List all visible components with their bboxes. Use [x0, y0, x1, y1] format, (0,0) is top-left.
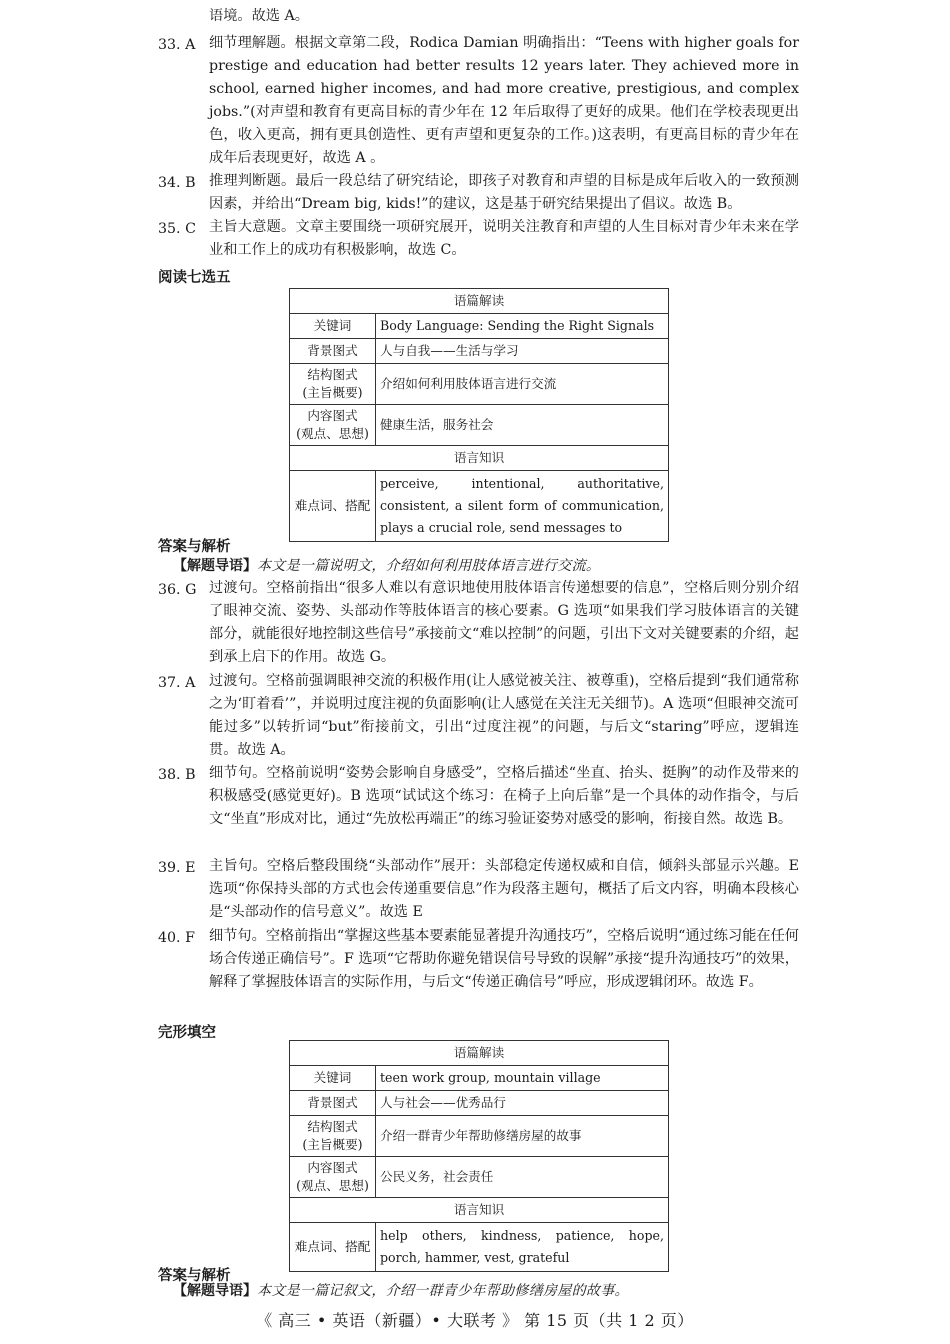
table-head: 语篇解读 — [290, 1041, 669, 1066]
item-number: 40. F — [158, 930, 195, 946]
lead-paragraph — [173, 556, 793, 576]
item-explanation: 过渡句。空格前强调眼神交流的积极作用(让人感觉被关注、被尊重)，空格后提到“我们通常称之为‘盯着看’”，并说明过度注视的负面影响(让人感觉在关注无关细节)。A 选项“但眼神交流可能过多”以转折词“but”衔接前文，引出“过度注视”的问题，与后文“staring”呼应，逻辑连贯。故选 A。 — [209, 673, 799, 759]
item-number: 34. B — [158, 175, 196, 191]
item-number: 36. G — [158, 582, 197, 598]
item-number: 37. A — [158, 675, 196, 691]
table-value: 人与社会——优秀品行 — [376, 1091, 669, 1116]
table-key: 内容图式 (观点、思想) — [290, 405, 376, 446]
table-key: 背景图式 — [290, 1091, 376, 1116]
lead-paragraph — [173, 1281, 793, 1301]
page-footer: 《 高三 • 英语（新疆）• 大联考 》 第 15 页（共 1 2 页） — [256, 1311, 694, 1330]
answer-title: 答案与解析 — [158, 539, 231, 555]
table-value: 人与自我——生活与学习 — [376, 339, 669, 364]
item-number: 38. B — [158, 767, 196, 783]
lead-text: 本文是一篇记叙文，介绍一群青少年帮助修缮房屋的故事。 — [257, 1283, 629, 1299]
table-key: 难点词、搭配 — [290, 1223, 376, 1272]
discourse-table — [289, 1040, 669, 1272]
item-explanation: 细节理解题。根据文章第二段，Rodica Damian 明确指出：“Teens with higher goals for prestige and education had better results 12 years later. They achieved more in school, earned higher incomes, and had more creative, prestigious, and complex jobs.”(对声望和教育有更高目标的青少年在 12 年后取得了更好的成果。他们在学校表现更出色，收入更高，拥有更具创造性、更有声望和更复杂的工作。)这表明，有更高目标的青少年在成年后表现更好，故选 A 。 — [209, 35, 799, 167]
lead-label: 【解题导语】 — [173, 1283, 257, 1299]
table-key: 难点词、搭配 — [290, 471, 376, 542]
table-value: 公民义务，社会责任 — [376, 1157, 669, 1198]
item-explanation: 主旨句。空格后整段围绕“头部动作”展开：头部稳定传递权威和自信，倾斜头部显示兴趣。E 选项“你保持头部的方式也会传递重要信息”作为段落主题句，概括了后文内容，明确本段核心是“头部动作的信号意义”。故选 E — [209, 858, 799, 921]
answer-title: 答案与解析 — [158, 1268, 231, 1284]
top-line: 语境。故选 A。 — [209, 8, 309, 24]
item-explanation: 过渡句。空格前指出“很多人难以有意识地使用肢体语言传递想要的信息”，空格后则分别介绍了眼神交流、姿势、头部动作等肢体语言的核心要素。G 选项“如果我们学习肢体语言的关键部分，就能很好地控制这些信号”承接前文“难以控制”的问题，引出下文对关键要素的介绍，起到承上启下的作用。故选 G。 — [209, 580, 799, 666]
section-title: 完形填空 — [158, 1025, 216, 1041]
table-value: 介绍如何利用肢体语言进行交流 — [376, 364, 669, 405]
lead-label: 【解题导语】 — [173, 558, 257, 574]
table-value: help others, kindness, patience, hope, porch, hammer, vest, grateful — [376, 1223, 669, 1272]
lead-text: 本文是一篇说明文，介绍如何利用肢体语言进行交流。 — [257, 558, 601, 574]
table-key: 结构图式 (主旨概要) — [290, 364, 376, 405]
table-head: 语言知识 — [290, 446, 669, 471]
table-head: 语言知识 — [290, 1198, 669, 1223]
table-key: 关键词 — [290, 314, 376, 339]
table-value: perceive, intentional, authoritative, consistent, a silent form of communication, plays a crucial role, send messages to — [376, 471, 669, 542]
table-value: Body Language: Sending the Right Signals — [376, 314, 669, 339]
table-key: 关键词 — [290, 1066, 376, 1091]
table-value: 健康生活，服务社会 — [376, 405, 669, 446]
item-explanation: 细节句。空格前说明“姿势会影响自身感受”，空格后描述“坐直、抬头、挺胸”的动作及带来的积极感受(感觉更好)。B 选项“试试这个练习：在椅子上向后靠”是一个具体的动作指令，与后文“坐直”形成对比，通过“先放松再端正”的练习验证姿势对感受的影响，衔接自然。故选 B。 — [209, 765, 799, 828]
discourse-table — [289, 288, 669, 542]
item-explanation: 细节句。空格前指出“掌握这些基本要素能显著提升沟通技巧”，空格后说明“通过练习能在任何场合传递正确信号”。F 选项“它帮助你避免错误信号导致的误解”承接“提升沟通技巧”的效果，解释了掌握肢体语言的实际作用，与后文“传递正确信号”呼应，形成逻辑闭环。故选 F。 — [209, 928, 799, 991]
table-value: teen work group, mountain village — [376, 1066, 669, 1091]
table-key: 结构图式 (主旨概要) — [290, 1116, 376, 1157]
item-explanation: 主旨大意题。文章主要围绕一项研究展开，说明关注教育和声望的人生目标对青少年未来在学业和工作上的成功有积极影响，故选 C。 — [209, 219, 799, 259]
item-explanation: 推理判断题。最后一段总结了研究结论，即孩子对教育和声望的目标是成年后收入的一致预测因素，并给出“Dream big, kids!”的建议，这是基于研究结果提出了倡议。故选 B。 — [209, 173, 799, 213]
item-number: 39. E — [158, 860, 196, 876]
table-key: 背景图式 — [290, 339, 376, 364]
item-number: 33. A — [158, 37, 196, 53]
table-head: 语篇解读 — [290, 289, 669, 314]
section-title: 阅读七选五 — [158, 270, 231, 286]
table-key: 内容图式 (观点、思想) — [290, 1157, 376, 1198]
item-number: 35. C — [158, 221, 196, 237]
table-value: 介绍一群青少年帮助修缮房屋的故事 — [376, 1116, 669, 1157]
